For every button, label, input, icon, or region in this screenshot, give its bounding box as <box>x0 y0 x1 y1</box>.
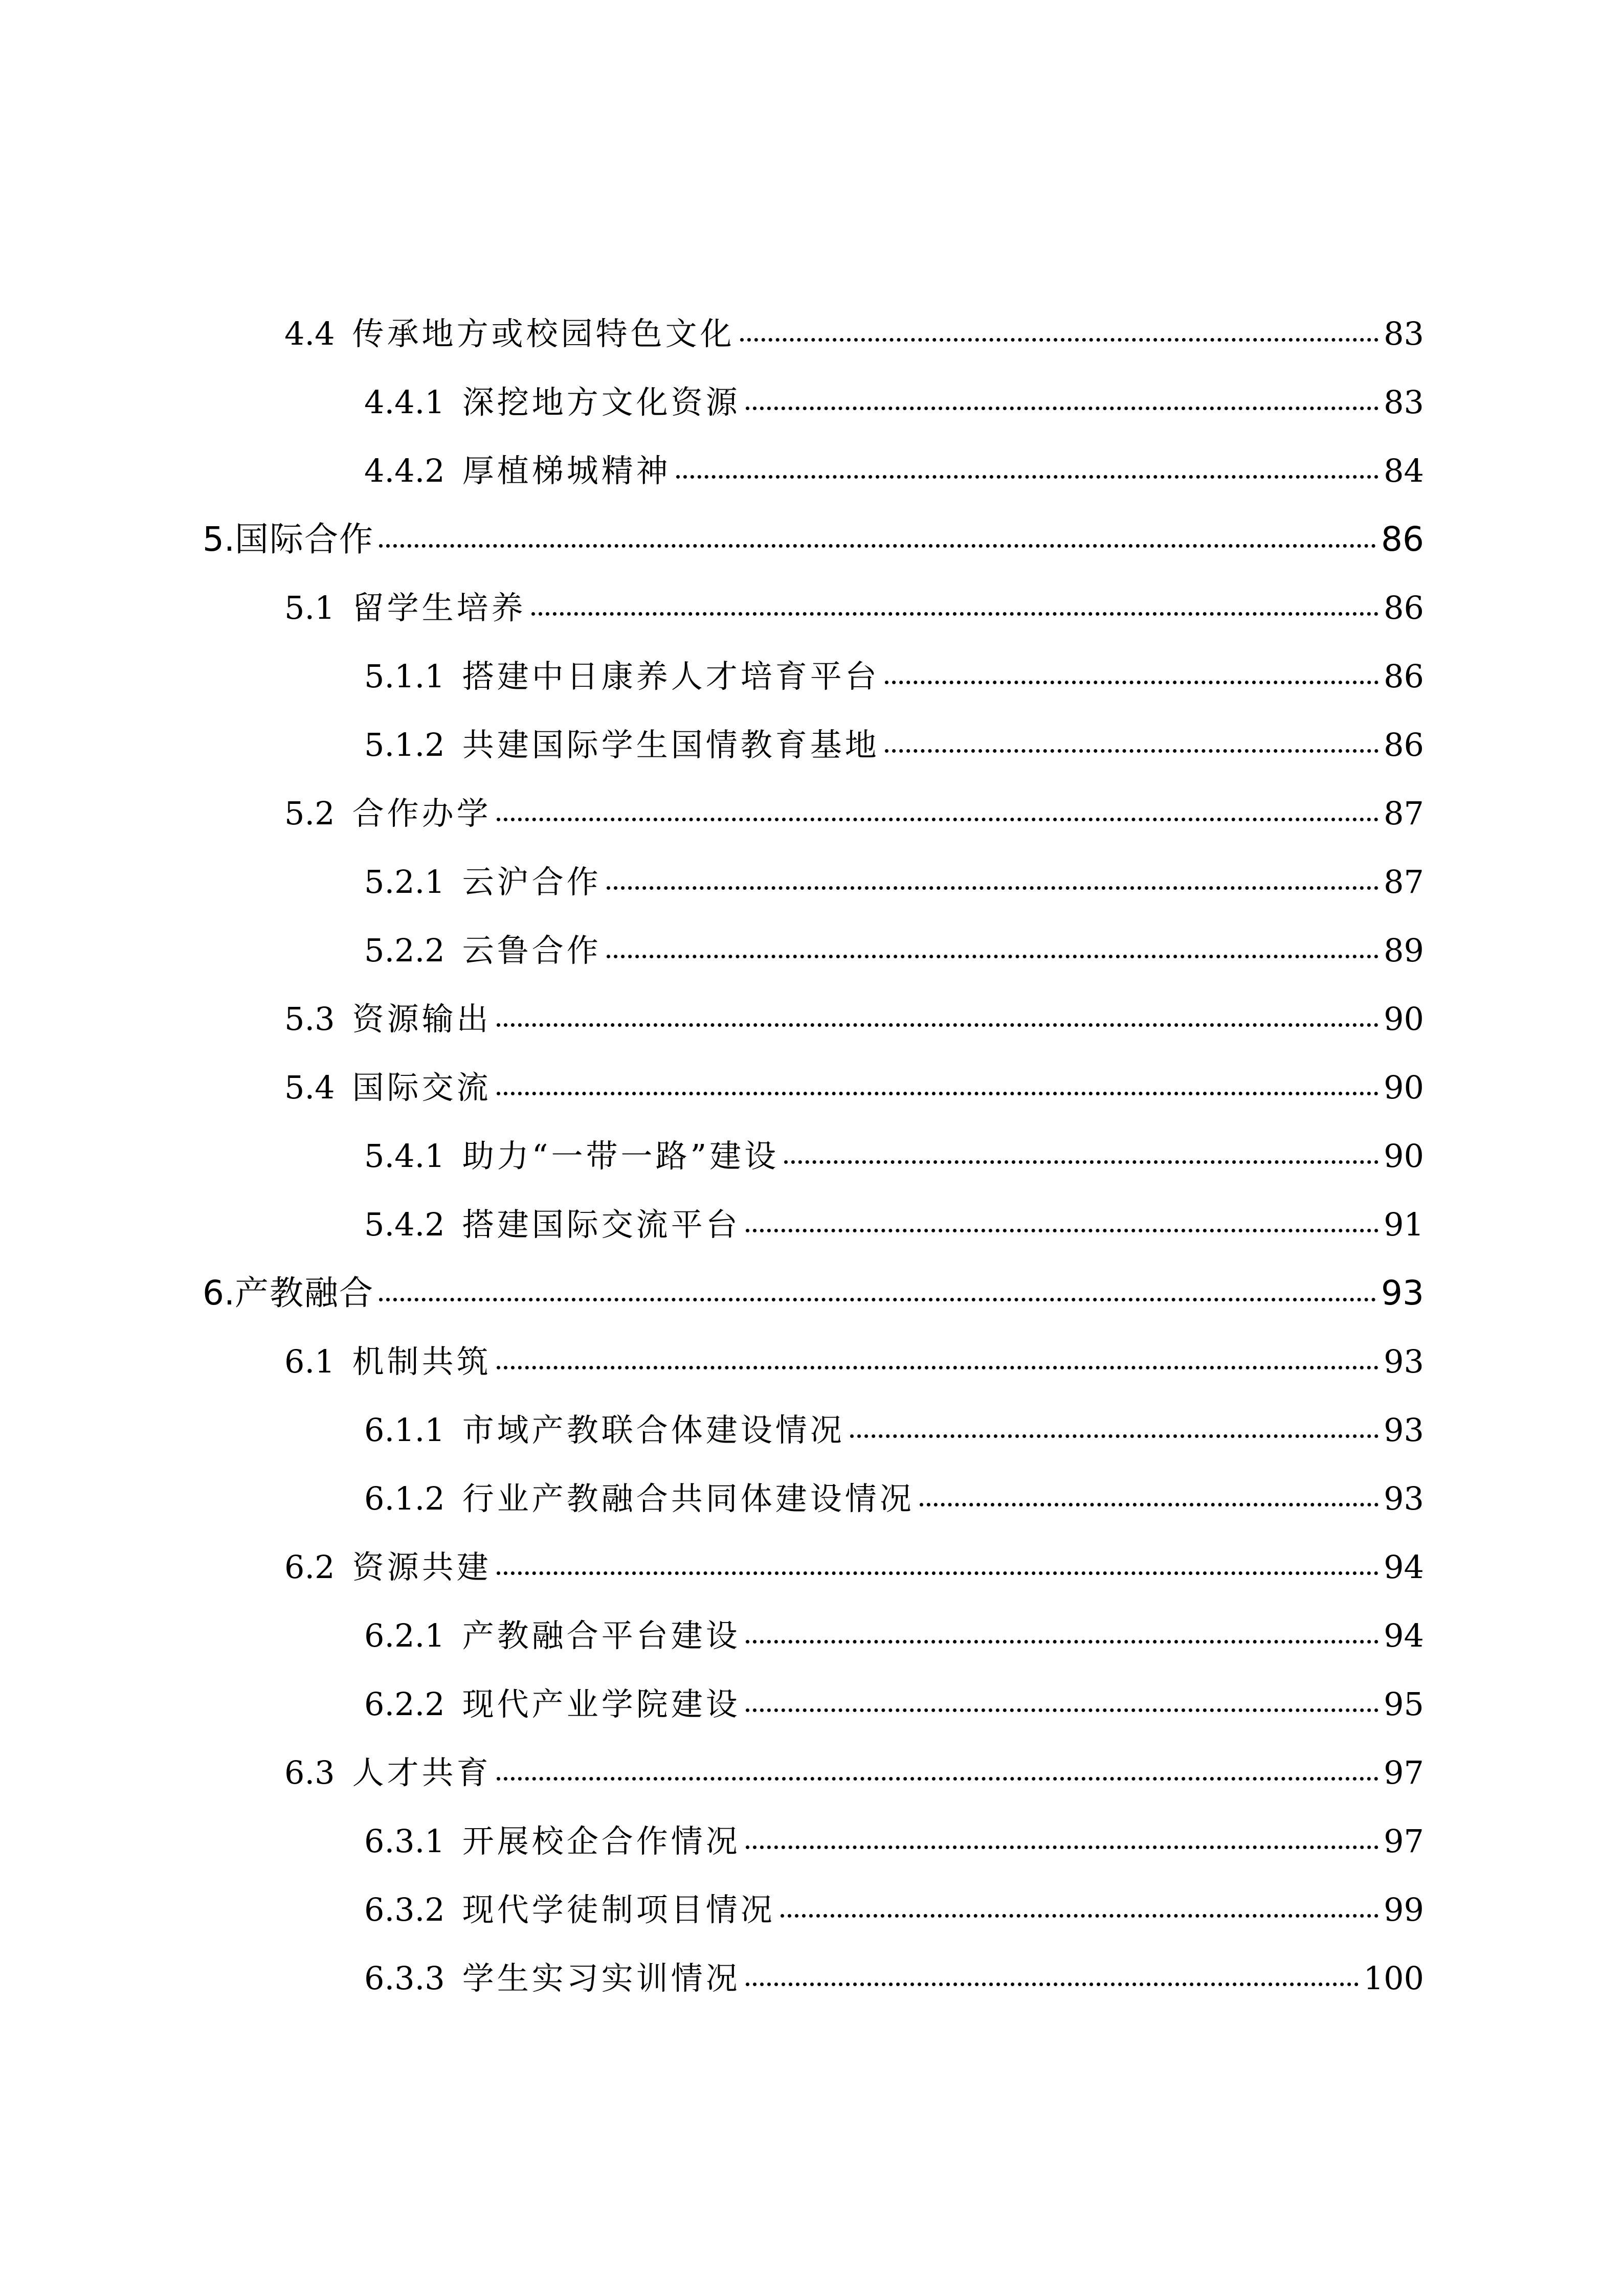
dot-leader <box>607 955 1378 958</box>
dot-leader <box>497 1571 1378 1575</box>
toc-entry-title: 现代产业学院建设 <box>462 1685 741 1723</box>
toc-entry[interactable] <box>203 1465 1424 1533</box>
toc-entry[interactable] <box>203 368 1424 437</box>
toc-entry-number: 6.1 <box>284 1343 335 1380</box>
toc-entry[interactable] <box>203 300 1424 368</box>
toc-entry[interactable] <box>203 711 1424 779</box>
toc-entry-page: 86 <box>1384 726 1424 763</box>
dot-leader <box>746 1845 1378 1849</box>
toc-entry-number: 4.4.1 <box>364 384 445 421</box>
toc-entry-number: 6.1.1 <box>364 1411 445 1449</box>
toc-entry-page: 83 <box>1384 384 1424 421</box>
toc-entry-title: 机制共筑 <box>352 1343 492 1380</box>
toc-entry-number: 5.1 <box>284 589 335 626</box>
toc-entry-page: 83 <box>1384 315 1424 352</box>
toc-entry-number: 6.3.2 <box>364 1891 445 1928</box>
toc-entry-number: 6.3 <box>284 1754 335 1791</box>
toc-entry-page: 95 <box>1384 1685 1424 1723</box>
toc-entry[interactable] <box>203 1122 1424 1190</box>
toc-chapter-entry[interactable] <box>203 1259 1424 1327</box>
toc-entry[interactable] <box>203 1190 1424 1259</box>
dot-leader <box>740 338 1378 342</box>
toc-entry-title: 云鲁合作 <box>462 932 602 969</box>
dot-leader <box>379 1298 1376 1301</box>
table-of-contents <box>203 300 1424 2013</box>
toc-entry-title: 云沪合作 <box>462 863 602 901</box>
toc-entry-number: 5.2 <box>284 795 335 832</box>
toc-entry-page: 97 <box>1384 1754 1424 1791</box>
toc-entry-page: 87 <box>1384 863 1424 901</box>
dot-leader <box>746 1983 1359 1986</box>
toc-entry-title: 搭建中日康养人才培育平台 <box>462 658 880 695</box>
toc-entry-title: 深挖地方文化资源 <box>462 384 741 421</box>
dot-leader <box>497 818 1378 821</box>
toc-entry-title: 学生实习实训情况 <box>462 1960 741 1997</box>
toc-entry[interactable] <box>203 1396 1424 1465</box>
toc-entry-title: 搭建国际交流平台 <box>462 1206 741 1243</box>
toc-entry-page: 87 <box>1384 795 1424 832</box>
dot-leader <box>746 1229 1378 1232</box>
dot-leader <box>379 544 1376 548</box>
toc-entry[interactable] <box>203 437 1424 505</box>
toc-entry[interactable] <box>203 1670 1424 1739</box>
toc-entry-number: 6.2.2 <box>364 1685 445 1723</box>
toc-entry-number: 5.1.2 <box>364 726 445 763</box>
toc-entry-page: 93 <box>1384 1480 1424 1517</box>
toc-entry-page: 94 <box>1384 1617 1424 1654</box>
toc-entry-title: 资源共建 <box>352 1548 492 1586</box>
toc-entry-page: 86 <box>1384 658 1424 695</box>
toc-entry-page: 97 <box>1384 1822 1424 1860</box>
toc-entry-title: 市域产教联合体建设情况 <box>462 1411 845 1449</box>
toc-entry[interactable] <box>203 1807 1424 1876</box>
dot-leader <box>781 1914 1378 1918</box>
toc-entry-title: 留学生培养 <box>352 589 526 626</box>
toc-entry-number: 6.2 <box>284 1548 335 1586</box>
toc-entry-page: 91 <box>1384 1206 1424 1243</box>
toc-entry-title: 开展校企合作情况 <box>462 1822 741 1860</box>
toc-entry-title: 国际交流 <box>352 1069 492 1106</box>
toc-entry[interactable] <box>203 1739 1424 1807</box>
toc-entry[interactable] <box>203 1053 1424 1122</box>
toc-entry-number: 4.4.2 <box>364 452 445 489</box>
dot-leader <box>746 1640 1378 1644</box>
dot-leader <box>531 612 1378 616</box>
dot-leader <box>607 886 1378 890</box>
toc-entry-page: 93 <box>1384 1343 1424 1380</box>
toc-entry-title: 合作办学 <box>352 795 492 832</box>
dot-leader <box>920 1503 1378 1506</box>
toc-entry[interactable] <box>203 916 1424 985</box>
toc-entry-title: 共建国际学生国情教育基地 <box>462 726 880 763</box>
toc-entry[interactable] <box>203 642 1424 711</box>
dot-leader <box>850 1434 1378 1438</box>
toc-entry-number: 6. <box>203 1273 235 1313</box>
toc-entry-page: 84 <box>1384 452 1424 489</box>
toc-entry-page: 86 <box>1384 589 1424 626</box>
toc-entry-title: 传承地方或校园特色文化 <box>352 315 735 352</box>
dot-leader <box>784 1160 1378 1164</box>
toc-entry-number: 5. <box>203 520 235 559</box>
dot-leader <box>885 749 1378 753</box>
toc-entry-title: 产教融合平台建设 <box>462 1617 741 1654</box>
toc-entry-page: 93 <box>1384 1411 1424 1449</box>
toc-entry-number: 6.1.2 <box>364 1480 445 1517</box>
toc-entry-title: 行业产教融合共同体建设情况 <box>462 1480 915 1517</box>
dot-leader <box>676 475 1378 479</box>
toc-entry-title: 厚植梯城精神 <box>462 452 671 489</box>
toc-entry-page: 100 <box>1363 1960 1424 1997</box>
toc-entry-page: 93 <box>1381 1273 1424 1313</box>
toc-entry[interactable] <box>203 1533 1424 1602</box>
toc-entry[interactable] <box>203 574 1424 642</box>
dot-leader <box>497 1092 1378 1095</box>
toc-entry-title: 资源输出 <box>352 1000 492 1038</box>
dot-leader <box>746 407 1378 410</box>
dot-leader <box>497 1023 1378 1027</box>
toc-entry-number: 5.1.1 <box>364 658 445 695</box>
toc-entry-number: 5.4 <box>284 1069 335 1106</box>
toc-entry-title: 助力“一带一路”建设 <box>462 1137 780 1175</box>
toc-entry-title: 产教融合 <box>234 1273 374 1313</box>
toc-entry-number: 6.3.1 <box>364 1822 445 1860</box>
toc-entry[interactable] <box>203 848 1424 916</box>
toc-entry-number: 5.4.1 <box>364 1137 445 1175</box>
toc-entry-page: 99 <box>1384 1891 1424 1928</box>
toc-entry-number: 5.4.2 <box>364 1206 445 1243</box>
toc-entry[interactable] <box>203 1944 1424 2013</box>
toc-entry-number: 6.2.1 <box>364 1617 445 1654</box>
toc-entry-page: 86 <box>1381 520 1424 559</box>
toc-entry-page: 90 <box>1384 1069 1424 1106</box>
dot-leader <box>885 681 1378 684</box>
toc-entry-title: 人才共育 <box>352 1754 492 1791</box>
toc-entry-page: 94 <box>1384 1548 1424 1586</box>
toc-entry-number: 5.2.2 <box>364 932 445 969</box>
toc-chapter-entry[interactable] <box>203 505 1424 574</box>
toc-entry-number: 5.3 <box>284 1000 335 1038</box>
toc-entry-number: 5.2.1 <box>364 863 445 901</box>
toc-entry-title: 现代学徒制项目情况 <box>462 1891 775 1928</box>
toc-entry[interactable] <box>203 985 1424 1053</box>
toc-entry-page: 90 <box>1384 1000 1424 1038</box>
toc-entry[interactable] <box>203 1876 1424 1944</box>
toc-entry-page: 90 <box>1384 1137 1424 1175</box>
toc-entry-page: 89 <box>1384 932 1424 969</box>
toc-entry[interactable] <box>203 779 1424 848</box>
dot-leader <box>746 1708 1378 1712</box>
toc-entry[interactable] <box>203 1602 1424 1670</box>
dot-leader <box>497 1366 1378 1369</box>
toc-entry-number: 4.4 <box>284 315 335 352</box>
toc-entry-number: 6.3.3 <box>364 1960 445 1997</box>
toc-entry[interactable] <box>203 1327 1424 1396</box>
toc-entry-title: 国际合作 <box>234 520 374 559</box>
dot-leader <box>497 1777 1378 1781</box>
